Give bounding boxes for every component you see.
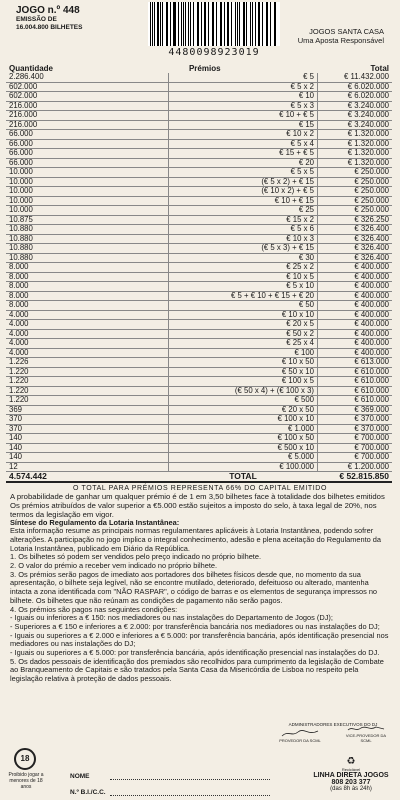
brand-name: JOGOS SANTA CASA [309,27,384,36]
regulation-item: - Iguais ou inferiores a € 150: nos mediadores ou nas instalações do Departamento de Jogos (DJ); [10,613,333,623]
emission-line-2: 16.004.800 BILHETES [16,24,83,31]
signature-vice-provedor-label: VICE-PROVEDOR DA SCML [345,733,387,743]
id-label: N.º B.I./C.C. [70,789,106,796]
prize-value: € 10 + € 5 [169,111,318,121]
prize-quantity: 8.000 [6,291,92,301]
prize-row [6,234,392,244]
prize-row [6,282,392,292]
prize-value: € 500 [169,396,318,406]
prize-quantity: 4.000 [6,329,92,339]
prize-spacer [92,253,169,263]
regulation-item: 1. Os bilhetes só podem ser vendidos pelo preço indicado no próprio bilhete. [10,552,262,562]
prize-value: € 25 x 2 [169,263,318,273]
prize-total: € 400.000 [318,329,393,339]
prize-total: € 370.000 [318,415,393,425]
prize-value: € 10 [169,92,318,102]
prize-spacer [92,73,169,82]
prize-spacer [92,348,169,358]
prize-total: € 370.000 [318,424,393,434]
prize-value: € 10 x 2 [169,130,318,140]
prize-row [6,168,392,178]
prize-spacer [92,358,169,368]
prize-quantity: 369 [6,405,92,415]
prize-quantity: 216.000 [6,101,92,111]
age-restriction-text: Proibido jogar a menores de 18 anos [8,772,44,790]
prize-quantity: 66.000 [6,130,92,140]
game-number: JOGO n.º 448 [16,5,80,16]
prize-spacer [92,158,169,168]
prize-value: € 50 x 10 [169,367,318,377]
prize-quantity: 10.000 [6,187,92,197]
prize-value: € 10 + € 15 [169,196,318,206]
brand-tagline: Uma Aposta Responsável [297,36,384,45]
prize-spacer [92,272,169,282]
prize-spacer [92,396,169,406]
prize-spacer [92,291,169,301]
prize-row [6,187,392,197]
prize-spacer [92,453,169,463]
prize-row [6,358,392,368]
total-label: TOTAL [169,472,318,482]
prize-value: (€ 5 x 3) + € 15 [169,244,318,254]
prize-total: € 250.000 [318,206,393,216]
prize-quantity: 8.000 [6,282,92,292]
prize-row [6,149,392,159]
prize-quantity: 1.220 [6,396,92,406]
prize-total: € 1.320.000 [318,149,393,159]
prize-row [6,101,392,111]
prize-total: € 250.000 [318,196,393,206]
prize-quantity: 66.000 [6,139,92,149]
regulation-intro: Esta informação resume as principais normas regulamentares aplicáveis à Lotaria Instantânea, podendo sofrer alterações. A participação no jogo implica o integral conhecimento, adesão e plena aceitação do Regulamento da Lotaria Instantânea, publicado em Diário da República. [10,526,382,553]
prize-quantity: 602.000 [6,92,92,102]
prize-value: € 20 [169,158,318,168]
prize-value: € 5 [169,73,318,82]
prize-spacer [92,111,169,121]
prize-total: € 400.000 [318,339,393,349]
prize-spacer [92,149,169,159]
prize-spacer [92,424,169,434]
prize-row [6,215,392,225]
recycle-icon: ♻ [346,756,356,767]
prize-spacer [92,301,169,311]
prize-value: € 100 [169,348,318,358]
id-field[interactable] [110,785,270,796]
regulation-item: 5. Os dados pessoais de identificação dos premiados são recolhidos para cumprimento da legislação de Combate ao Branqueamento de Capitais e são tratados pela Santa Casa da Misericórdia de Lisboa no respeito pela legislação relativa à proteção de dados pessoais. [10,656,384,684]
prize-quantity: 140 [6,443,92,453]
prize-total: € 400.000 [318,272,393,282]
prize-total: € 3.240.000 [318,111,393,121]
prize-quantity: 10.000 [6,196,92,206]
prize-total: € 610.000 [318,396,393,406]
prize-row [6,263,392,273]
prize-row [6,453,392,463]
prize-total: € 610.000 [318,386,393,396]
prize-value: € 10 x 10 [169,310,318,320]
prize-spacer [92,234,169,244]
prize-spacer [92,405,169,415]
prize-value: € 100 x 50 [169,434,318,444]
prize-quantity: 4.000 [6,348,92,358]
prize-spacer [92,187,169,197]
prize-row [6,177,392,187]
name-field[interactable] [110,769,270,780]
prize-spacer [92,196,169,206]
prize-row [6,253,392,263]
regulation-item: 4. Os prémios são pagos nas seguintes condições: [10,604,178,614]
prize-value: € 5 x 10 [169,282,318,292]
prize-value: € 5 x 4 [169,139,318,149]
prize-spacer [92,92,169,102]
prize-spacer [92,101,169,111]
prize-quantity: 4.000 [6,339,92,349]
prize-spacer [92,244,169,254]
prize-spacer [92,320,169,330]
prize-value: € 5 x 6 [169,225,318,235]
prize-row [6,301,392,311]
prize-total: € 369.000 [318,405,393,415]
prize-quantity: 10.880 [6,253,92,263]
signature-vice-provedor [340,724,392,743]
prize-value: € 5 x 3 [169,101,318,111]
prize-spacer [92,434,169,444]
prize-row [6,396,392,406]
prize-row [6,367,392,377]
prize-quantity: 8.000 [6,272,92,282]
brand [298,27,384,45]
regulation-item: - Iguais ou superiores a € 2.000 e inferiores a € 5.000: por transferência bancária, após identificação presencial nos mediadores ou nas instalações do DJ; [10,630,389,649]
prize-total: € 326.400 [318,234,393,244]
prize-quantity: 2.286.400 [6,73,92,82]
prize-total: € 326.400 [318,225,393,235]
prize-value: € 50 [169,301,318,311]
prize-total: € 1.320.000 [318,130,393,140]
prize-row [6,139,392,149]
prize-quantity: 602.000 [6,82,92,92]
barcode [148,2,280,58]
prize-spacer [92,282,169,292]
prize-value: € 5 + € 10 + € 15 + € 20 [169,291,318,301]
col-quantidade: Quantidade [9,64,54,73]
prize-row [6,462,392,472]
prize-quantity: 140 [6,453,92,463]
prize-spacer [92,263,169,273]
prize-quantity: 10.880 [6,234,92,244]
prize-total: € 400.000 [318,320,393,330]
prize-total: € 1.200.000 [318,462,393,472]
total-quantity: 4.574.442 [6,472,92,482]
prize-quantity: 4.000 [6,320,92,330]
prize-spacer [92,462,169,472]
prize-value: € 50 x 2 [169,329,318,339]
winner-form [70,764,270,796]
tax-text: Os prémios atribuídos de valor superior a €5.000 estão sujeitos a imposto do selo, à taxa legal de 20%, nos termos da legislação em vigor. [10,500,377,519]
prize-row [6,310,392,320]
prize-total: € 400.000 [318,291,393,301]
prize-quantity: 66.000 [6,158,92,168]
col-total: Total [370,64,389,73]
prize-total: € 250.000 [318,177,393,187]
prize-row [6,415,392,425]
prize-row [6,348,392,358]
prize-total: € 250.000 [318,168,393,178]
ticket-footer [0,722,400,800]
prize-quantity: 216.000 [6,111,92,121]
prize-spacer [92,206,169,216]
prize-row [6,377,392,387]
rules-text [6,492,394,684]
prize-total: € 3.240.000 [318,101,393,111]
barcode-bars [148,2,280,46]
prize-total: € 400.000 [318,282,393,292]
prize-spacer [92,82,169,92]
prize-spacer [92,139,169,149]
prize-value: € 1.000 [169,424,318,434]
prize-row [6,92,392,102]
prize-total: € 700.000 [318,434,393,444]
prize-spacer [92,225,169,235]
prize-spacer [92,177,169,187]
prize-quantity: 1.220 [6,367,92,377]
prize-total: € 400.000 [318,263,393,273]
prize-spacer [92,339,169,349]
prize-row [6,386,392,396]
prize-total: € 400.000 [318,348,393,358]
prize-quantity: 10.000 [6,177,92,187]
prize-row [6,158,392,168]
prize-value: € 30 [169,253,318,263]
prize-quantity: 216.000 [6,120,92,130]
prize-value: € 10 x 5 [169,272,318,282]
prize-total: € 326.250 [318,215,393,225]
prize-row [6,424,392,434]
prize-total: € 400.000 [318,310,393,320]
prize-total: € 11.432.000 [318,73,393,82]
prize-quantity: 10.000 [6,168,92,178]
recyclable-label: Reciclável [341,767,361,772]
regulation-item: - Iguais ou superiores a € 5.000: por transferência bancária, após identificação presencial nas instalações do DJ. [10,648,380,658]
prize-value: € 15 + € 5 [169,149,318,159]
signature-provedor [274,729,326,743]
prize-spacer [92,386,169,396]
prize-quantity: 10.875 [6,215,92,225]
prize-row [6,320,392,330]
hotline-hours: (das 8h às 24h) [330,786,372,792]
prize-row [6,130,392,140]
prize-value: € 100.000 [169,462,318,472]
admin-title: ADMINISTRADORES EXECUTIVOS DO DJ [288,722,378,727]
prize-value: € 15 x 2 [169,215,318,225]
prize-spacer [92,329,169,339]
prize-total: € 6.020.000 [318,92,393,102]
prize-quantity: 1.220 [6,386,92,396]
percent-statement: O TOTAL PARA PRÉMIOS REPRESENTA 66% DO CAPITAL EMITIDO [73,484,327,492]
regulation-items [10,553,390,684]
prize-quantity: 10.880 [6,244,92,254]
prize-quantity: 8.000 [6,301,92,311]
emission-line-1: EMISSÃO DE [16,16,57,23]
prize-value: € 10 x 50 [169,358,318,368]
signature-provedor-label: PROVEDOR DA SCML [279,738,321,743]
prize-total: € 613.000 [318,358,393,368]
prize-row [6,405,392,415]
prize-total: € 700.000 [318,443,393,453]
prize-table-header [6,64,392,73]
prize-quantity: 1.226 [6,358,92,368]
prize-total: € 610.000 [318,377,393,387]
prize-spacer [92,310,169,320]
prize-value: € 15 [169,120,318,130]
prize-value: € 20 x 50 [169,405,318,415]
prize-quantity: 12 [6,462,92,472]
prize-row [6,120,392,130]
prize-total: € 610.000 [318,367,393,377]
prize-value: € 5 x 2 [169,82,318,92]
probability-text: A probabilidade de ganhar um qualquer prémio é de 1 em 3,50 bilhetes face à totalidade dos bilhetes emitidos [10,491,385,501]
prize-value: € 5 x 5 [169,168,318,178]
prize-row [6,196,392,206]
prize-total: € 700.000 [318,453,393,463]
prize-value: € 5.000 [169,453,318,463]
prize-row [6,82,392,92]
prize-spacer [92,367,169,377]
prize-total: € 326.400 [318,253,393,263]
prize-row [6,443,392,453]
prize-total: € 3.240.000 [318,120,393,130]
prize-quantity: 10.880 [6,225,92,235]
regulation-heading: Síntese do Regulamento da Lotaria Instantânea: [10,517,180,527]
prize-total: € 326.400 [318,244,393,254]
admin-signatures [274,722,392,743]
prize-spacer [92,377,169,387]
prize-row [6,291,392,301]
prize-row [6,73,392,82]
prize-value: € 100 x 5 [169,377,318,387]
hotline-phone: 808 203 377 [331,779,371,786]
prize-total: € 6.020.000 [318,82,393,92]
prize-quantity: 1.220 [6,377,92,387]
prize-value: (€ 5 x 2) + € 15 [169,177,318,187]
prize-value: (€ 10 x 2) + € 5 [169,187,318,197]
prize-value: € 100 x 10 [169,415,318,425]
prize-spacer [92,120,169,130]
age-18-icon: 18 [14,748,36,770]
prize-total: € 1.320.000 [318,158,393,168]
prize-value: € 10 x 3 [169,234,318,244]
prize-spacer [92,443,169,453]
prize-quantity: 66.000 [6,149,92,159]
prize-table-body [6,73,392,472]
prize-spacer [92,415,169,425]
prize-row [6,272,392,282]
prize-spacer [92,130,169,140]
prize-quantity: 10.000 [6,206,92,216]
total-row [6,472,392,482]
total-value: € 52.815.850 [318,472,393,482]
regulation-item: 3. Os prémios serão pagos de imediato aos portadores dos bilhetes físicos desde que, no momento da sua apresentação, o bilhete seja legível, não se encontre mutilado, deteriorado, defeituoso ou alterado, mantenha intacta a zona identificada com "NÃO RASPAR", o código de barras e os elementos de segurança impressos no bilhete. Os bilhetes que não reúnam as condições de pagamento não serão pagos. [10,569,378,605]
prize-value: € 25 x 4 [169,339,318,349]
col-premios: Prémios [188,64,221,73]
prize-quantity: 4.000 [6,310,92,320]
regulation-item: - Superiores a € 150 e inferiores a € 2.000: por transferência bancária nos mediadores ou nas instalações do DJ; [10,621,380,631]
prize-value: € 20 x 5 [169,320,318,330]
prize-spacer [92,168,169,178]
prize-value: (€ 50 x 4) + (€ 100 x 3) [169,386,318,396]
prize-total: € 250.000 [318,187,393,197]
name-label: NOME [70,773,90,780]
prize-quantity: 370 [6,424,92,434]
prize-total: € 400.000 [318,301,393,311]
prize-spacer [92,215,169,225]
prize-row [6,339,392,349]
prize-row [6,111,392,121]
ticket-header [6,0,394,64]
prize-total: € 1.320.000 [318,139,393,149]
regulation-item: 2. O valor do prémio a receber vem indicado no próprio bilhete. [10,561,218,571]
prize-value: € 500 x 10 [169,443,318,453]
prize-row [6,329,392,339]
prize-quantity: 370 [6,415,92,425]
prize-row [6,434,392,444]
hotline [312,756,390,792]
prize-row [6,225,392,235]
prize-quantity: 8.000 [6,263,92,273]
barcode-number: 4480098923019 [168,47,260,58]
prize-quantity: 140 [6,434,92,444]
prize-value: € 25 [169,206,318,216]
game-info [16,5,82,32]
prize-row [6,206,392,216]
prize-row [6,244,392,254]
prize-table [6,64,392,483]
hotline-title: LINHA DIRETA JOGOS [313,772,389,779]
